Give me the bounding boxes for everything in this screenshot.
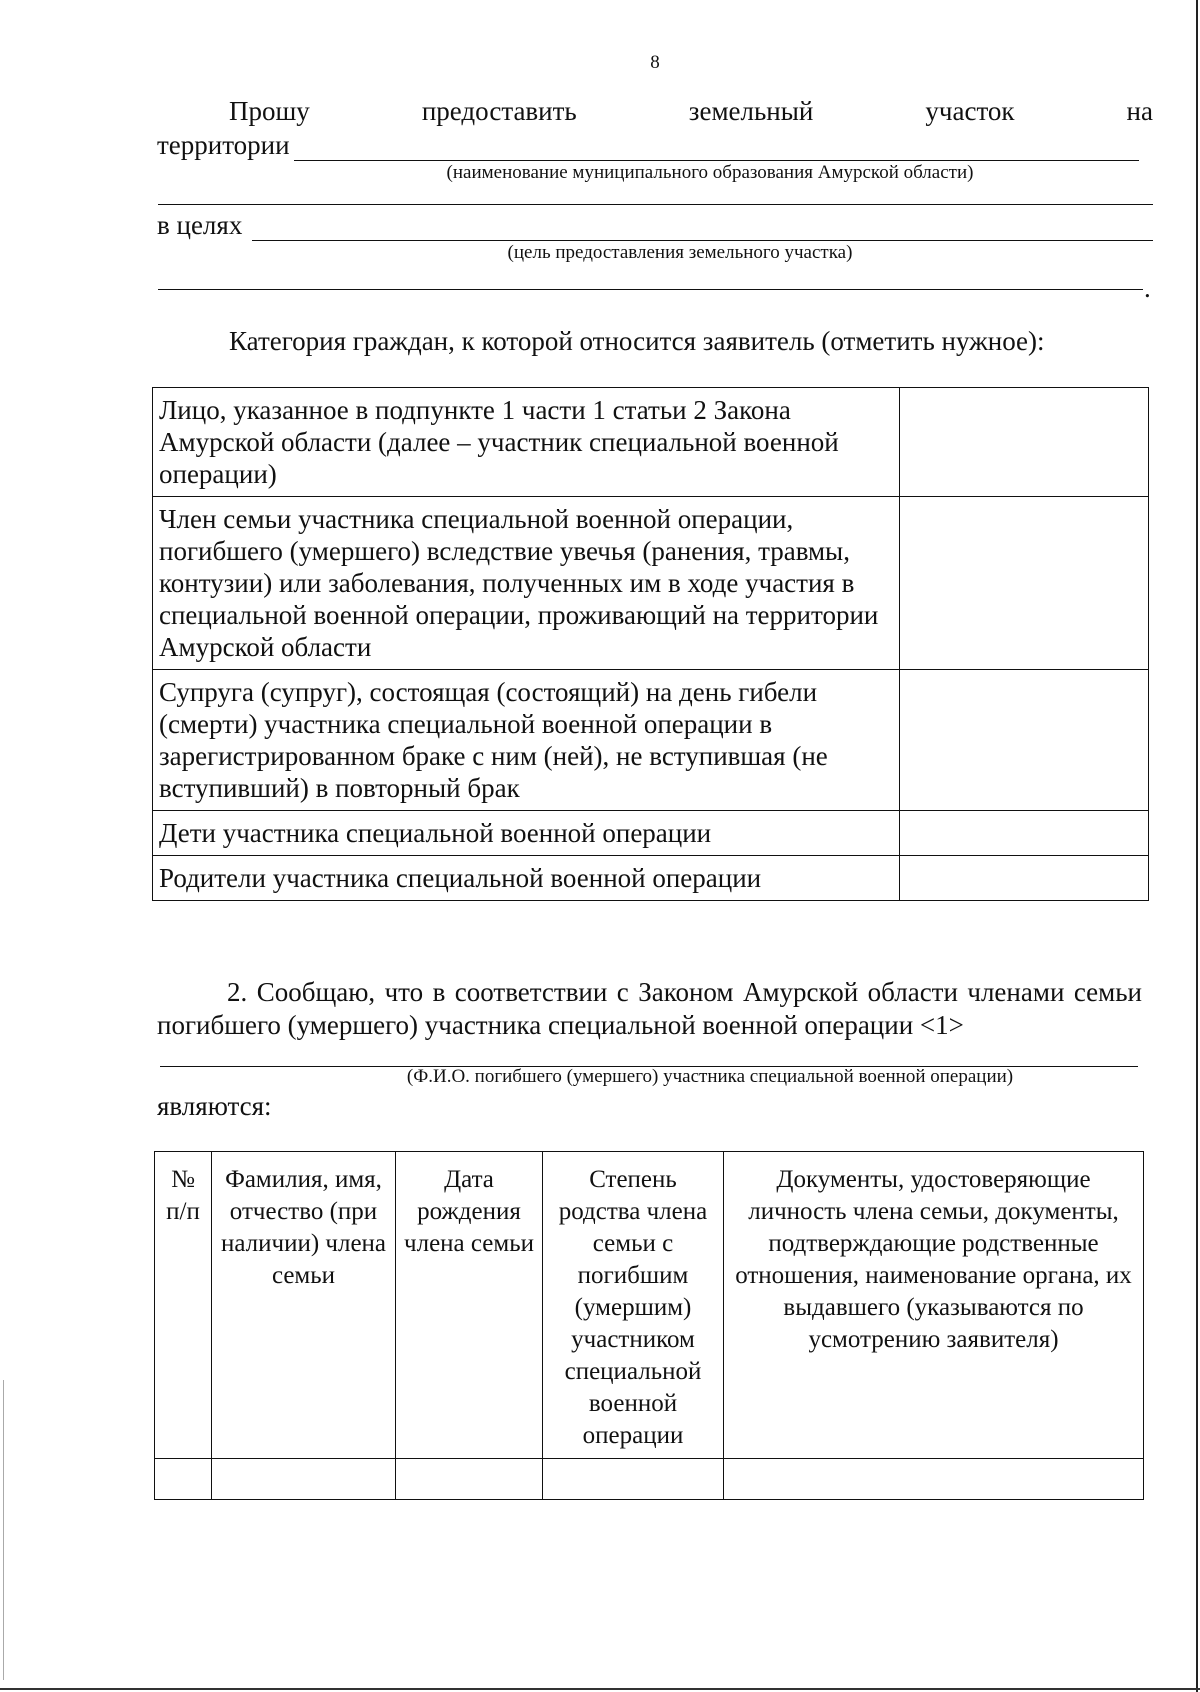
goal-end-dot: .	[1144, 273, 1151, 303]
cell-number[interactable]	[155, 1459, 212, 1500]
category-row	[153, 670, 1149, 811]
category-row	[153, 811, 1149, 856]
request-word: участок	[925, 96, 1015, 126]
goal-field[interactable]	[252, 214, 1153, 241]
header-number: № п/п	[155, 1152, 212, 1459]
category-title: Категория граждан, к которой относится заявитель (отметить нужное):	[229, 326, 1045, 356]
family-table-row	[155, 1459, 1144, 1500]
territory-field-continuation[interactable]	[158, 204, 1153, 205]
header-birth-date: Дата рождения члена семьи	[396, 1152, 543, 1459]
cell-relationship[interactable]	[543, 1459, 724, 1500]
category-table	[152, 387, 1149, 901]
territory-caption: (наименование муниципального образования Амурской области)	[446, 162, 974, 183]
category-row	[153, 497, 1149, 670]
category-label: Родители участника специальной военной операции	[153, 856, 900, 901]
cell-documents[interactable]	[724, 1459, 1144, 1500]
scan-edge-bottom	[0, 1688, 1200, 1690]
category-mark-cell[interactable]	[900, 388, 1149, 497]
goal-caption: (цель предоставления земельного участка)	[507, 242, 853, 263]
section-2-text: 2. Сообщаю, что в соответствии с Законом Амурской области членами семьи погибшего (умершего) участника специальной военной операции <1>	[157, 977, 1142, 1040]
territory-label: территории	[157, 130, 290, 160]
category-row	[153, 856, 1149, 901]
request-word: предоставить	[421, 96, 577, 126]
request-word: земельный	[688, 96, 814, 126]
request-line	[229, 96, 1153, 127]
category-label: Супруга (супруг), состоящая (состоящий) на день гибели (смерти) участника специальной военной операции в зарегистрированном браке с ним (ней), не вступившая (не вступивший) в повторный брак	[153, 670, 900, 811]
category-label: Член семьи участника специальной военной операции, погибшего (умершего) вследствие увечья (ранения, травмы, контузии) или заболевания, полученных им в ходе участия в специальной военной операции, проживающий на территории Амурской области	[153, 497, 900, 670]
territory-line	[157, 130, 1139, 161]
request-word: Прошу	[229, 96, 310, 126]
fio-caption: (Ф.И.О. погибшего (умершего) участника специальной военной операции)	[406, 1066, 1014, 1087]
page-number: 8	[650, 52, 660, 73]
goal-line	[157, 210, 1153, 241]
header-name: Фамилия, имя, отчество (при наличии) члена семьи	[212, 1152, 396, 1459]
category-mark-cell[interactable]	[900, 670, 1149, 811]
cell-name[interactable]	[212, 1459, 396, 1500]
goal-field-continuation[interactable]	[158, 289, 1143, 290]
scan-edge-left	[3, 1380, 4, 1680]
cell-birth-date[interactable]	[396, 1459, 543, 1500]
request-word: на	[1126, 96, 1153, 126]
category-label: Лицо, указанное в подпункте 1 части 1 статьи 2 Закона Амурской области (далее – участник специальной военной операции)	[153, 388, 900, 497]
category-label: Дети участника специальной военной операции	[153, 811, 900, 856]
category-mark-cell[interactable]	[900, 856, 1149, 901]
goal-label: в целях	[157, 210, 243, 240]
territory-field[interactable]	[294, 134, 1139, 161]
header-documents: Документы, удостоверяющие личность члена семьи, документы, подтверждающие родственные отношения, наименование органа, их выдавшего (указываются по усмотрению заявителя)	[724, 1152, 1144, 1459]
scan-edge-right	[1196, 0, 1198, 1692]
family-table	[154, 1151, 1144, 1500]
are-label: являются:	[157, 1091, 272, 1121]
family-table-header	[155, 1152, 1144, 1459]
category-row	[153, 388, 1149, 497]
header-relationship: Степень родства члена семьи с погибшим (умершим) участником специальной военной операции	[543, 1152, 724, 1459]
category-mark-cell[interactable]	[900, 497, 1149, 670]
category-mark-cell[interactable]	[900, 811, 1149, 856]
